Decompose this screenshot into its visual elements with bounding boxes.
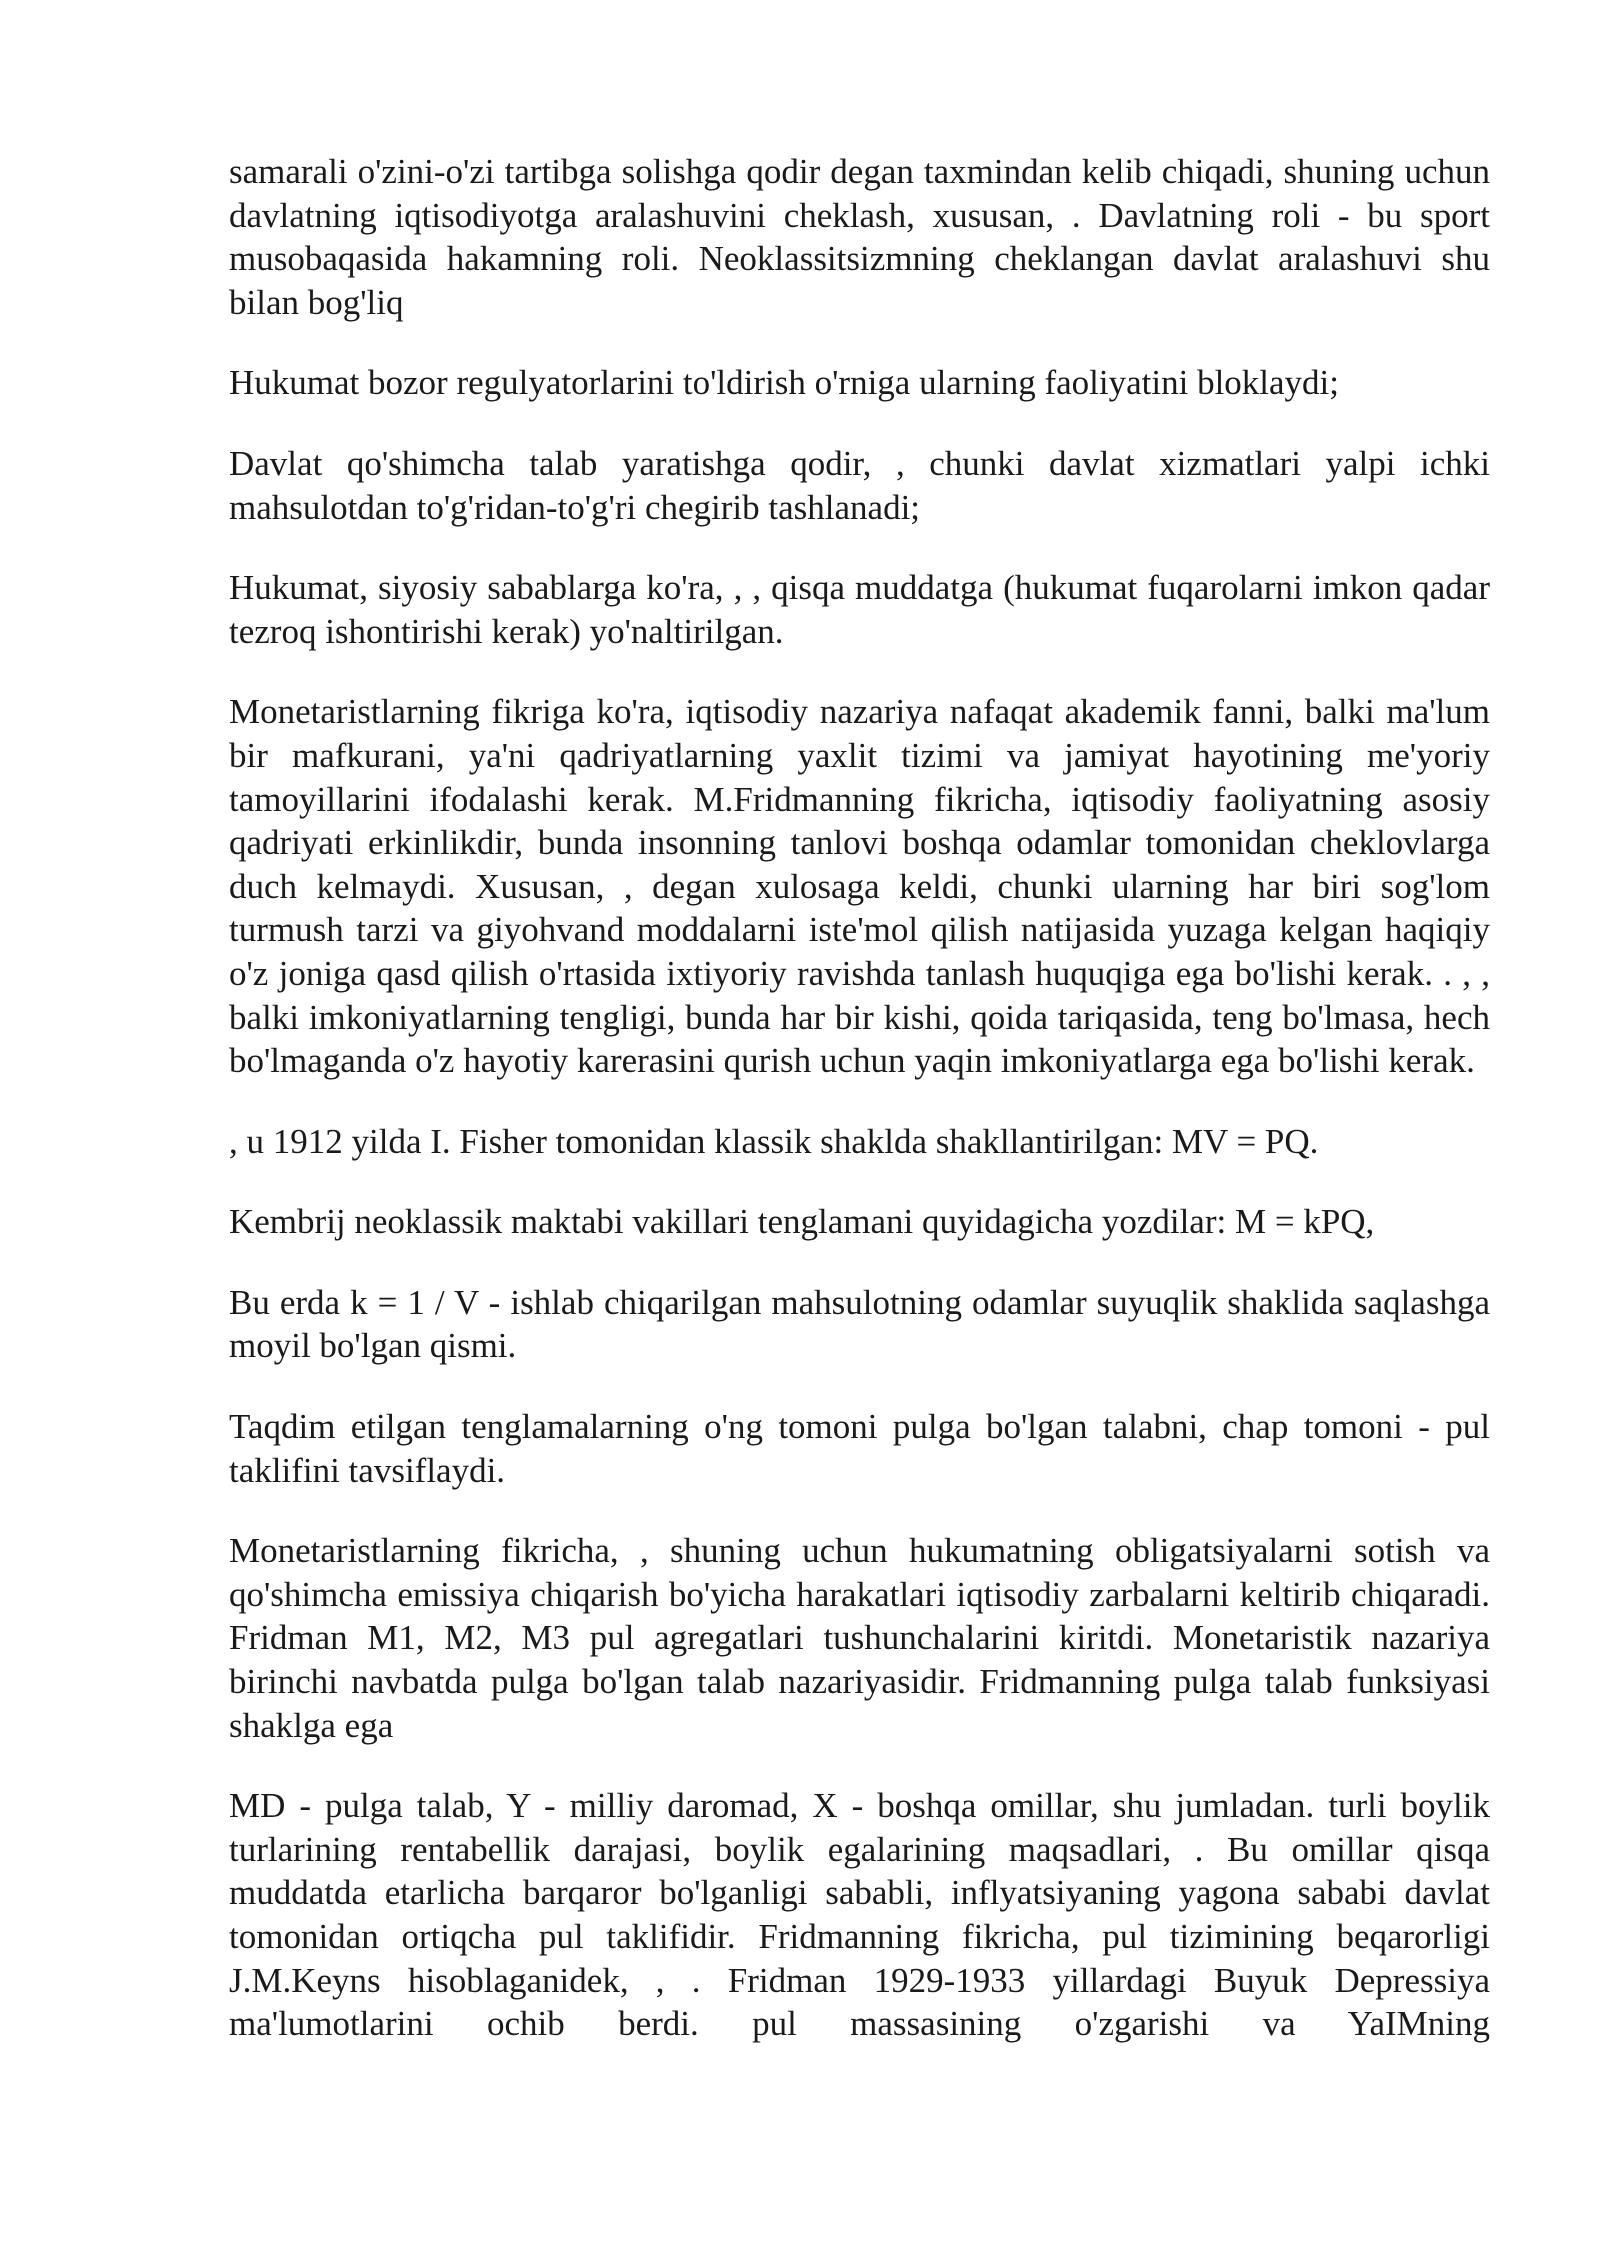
paragraph: samarali o'zini-o'zi tartibga solishga qodir degan taxmindan kelib chiqadi, shuning uchun davlatning iqtisodiyotga aralashuvini cheklash, xususan, . Davlatning roli - bu sport musobaqasida hakamning roli. Neoklassitsizmning cheklangan davlat aralashuvi shu bilan bog'liq: [229, 152, 1490, 322]
paragraph: Hukumat bozor regulyatorlarini to'ldirish o'rniga ularning faoliyatini bloklaydi;: [229, 363, 1340, 403]
paragraph: Davlat qo'shimcha talab yaratishga qodir, , chunki davlat xizmatlari yalpi ichki mahsulotdan to'g'ridan-to'g'ri chegirib tashlanadi;: [229, 443, 1490, 527]
paragraph: MD - pulga talab, Y - milliy daromad, X - boshqa omillar, shu jumladan. turli boylik turlarining rentabellik darajasi, boylik egalarining maqsadlari, . Bu omillar qisqa muddatda etarlicha barqaror bo'lganligi sababli, inflyatsiyaning yagona sababi davlat tomonidan ortiqcha pul taklifidir. Fridmanning fikricha, pul tizimining beqarorligi J.M.Keyns hisoblaganidek, , . Fridman 1929-1933 yillardagi Buyuk Depressiya ma'lumotlarini ochib berdi. pul massasining o'zgarishi va YaIMning: [229, 1786, 1490, 2044]
paragraph: Bu erda k = 1 / V - ishlab chiqarilgan mahsulotning odamlar suyuqlik shaklida saqlashga moyil bo'lgan qismi.: [229, 1282, 1490, 1366]
paragraph: Taqdim etilgan tenglamalarning o'ng tomoni pulga bo'lgan talabni, chap tomoni - pul taklifini tavsiflaydi.: [229, 1407, 1490, 1490]
paragraph: Kembrij neoklassik maktabi vakillari tenglamani quyidagicha yozdilar: M = kPQ,: [229, 1202, 1375, 1242]
paragraph: , u 1912 yilda I. Fisher tomonidan klassik shaklda shakllantirilgan: MV = PQ.: [229, 1121, 1319, 1161]
paragraph: Monetaristlarning fikriga ko'ra, iqtisodiy nazariya nafaqat akademik fanni, balki ma'lum bir mafkurani, ya'ni qadriyatlarning yaxlit tizimi va jamiyat hayotining me'yoriy tamoyillarini ifodalashi kerak. M.Fridmanning fikricha, iqtisodiy faoliyatning asosiy qadriyati erkinlikdir, bunda insonning tanlovi boshqa odamlar tomonidan cheklovlarga duch kelmaydi. Xususan, , degan xulosaga keldi, chunki ularning har biri sog'lom turmush tarzi va giyohvand moddalarni iste'mol qilish natijasida yuzaga kelgan haqiqiy o'z joniga qasd qilish o'rtasida ixtiyoriy ravishda tanlash huquqiga ega bo'lishi kerak. . , , balki imkoniyatlarning tengligi, bunda har bir kishi, qoida tariqasida, teng bo'lmasa, hech bo'lmaganda o'z hayotiy karerasini qurish uchun yaqin imkoniyatlarga ega bo'lishi kerak.: [229, 692, 1490, 1081]
document-page: [229, 150, 1490, 2046]
paragraph: Monetaristlarning fikricha, , shuning uchun hukumatning obligatsiyalarni sotish va qo'shimcha emissiya chiqarish bo'yicha harakatlari iqtisodiy zarbalarni keltirib chiqaradi. Fridman M1, M2, M3 pul agregatlari tushunchalarini kiritdi. Monetaristik nazariya birinchi navbatda pulga bo'lgan talab nazariyasidir. Fridmanning pulga talab funksiyasi shaklga ega: [229, 1531, 1490, 1745]
paragraph: Hukumat, siyosiy sabablarga ko'ra, , , qisqa muddatga (hukumat fuqarolarni imkon qadar tezroq ishontirishi kerak) yo'naltirilgan.: [229, 568, 1490, 651]
